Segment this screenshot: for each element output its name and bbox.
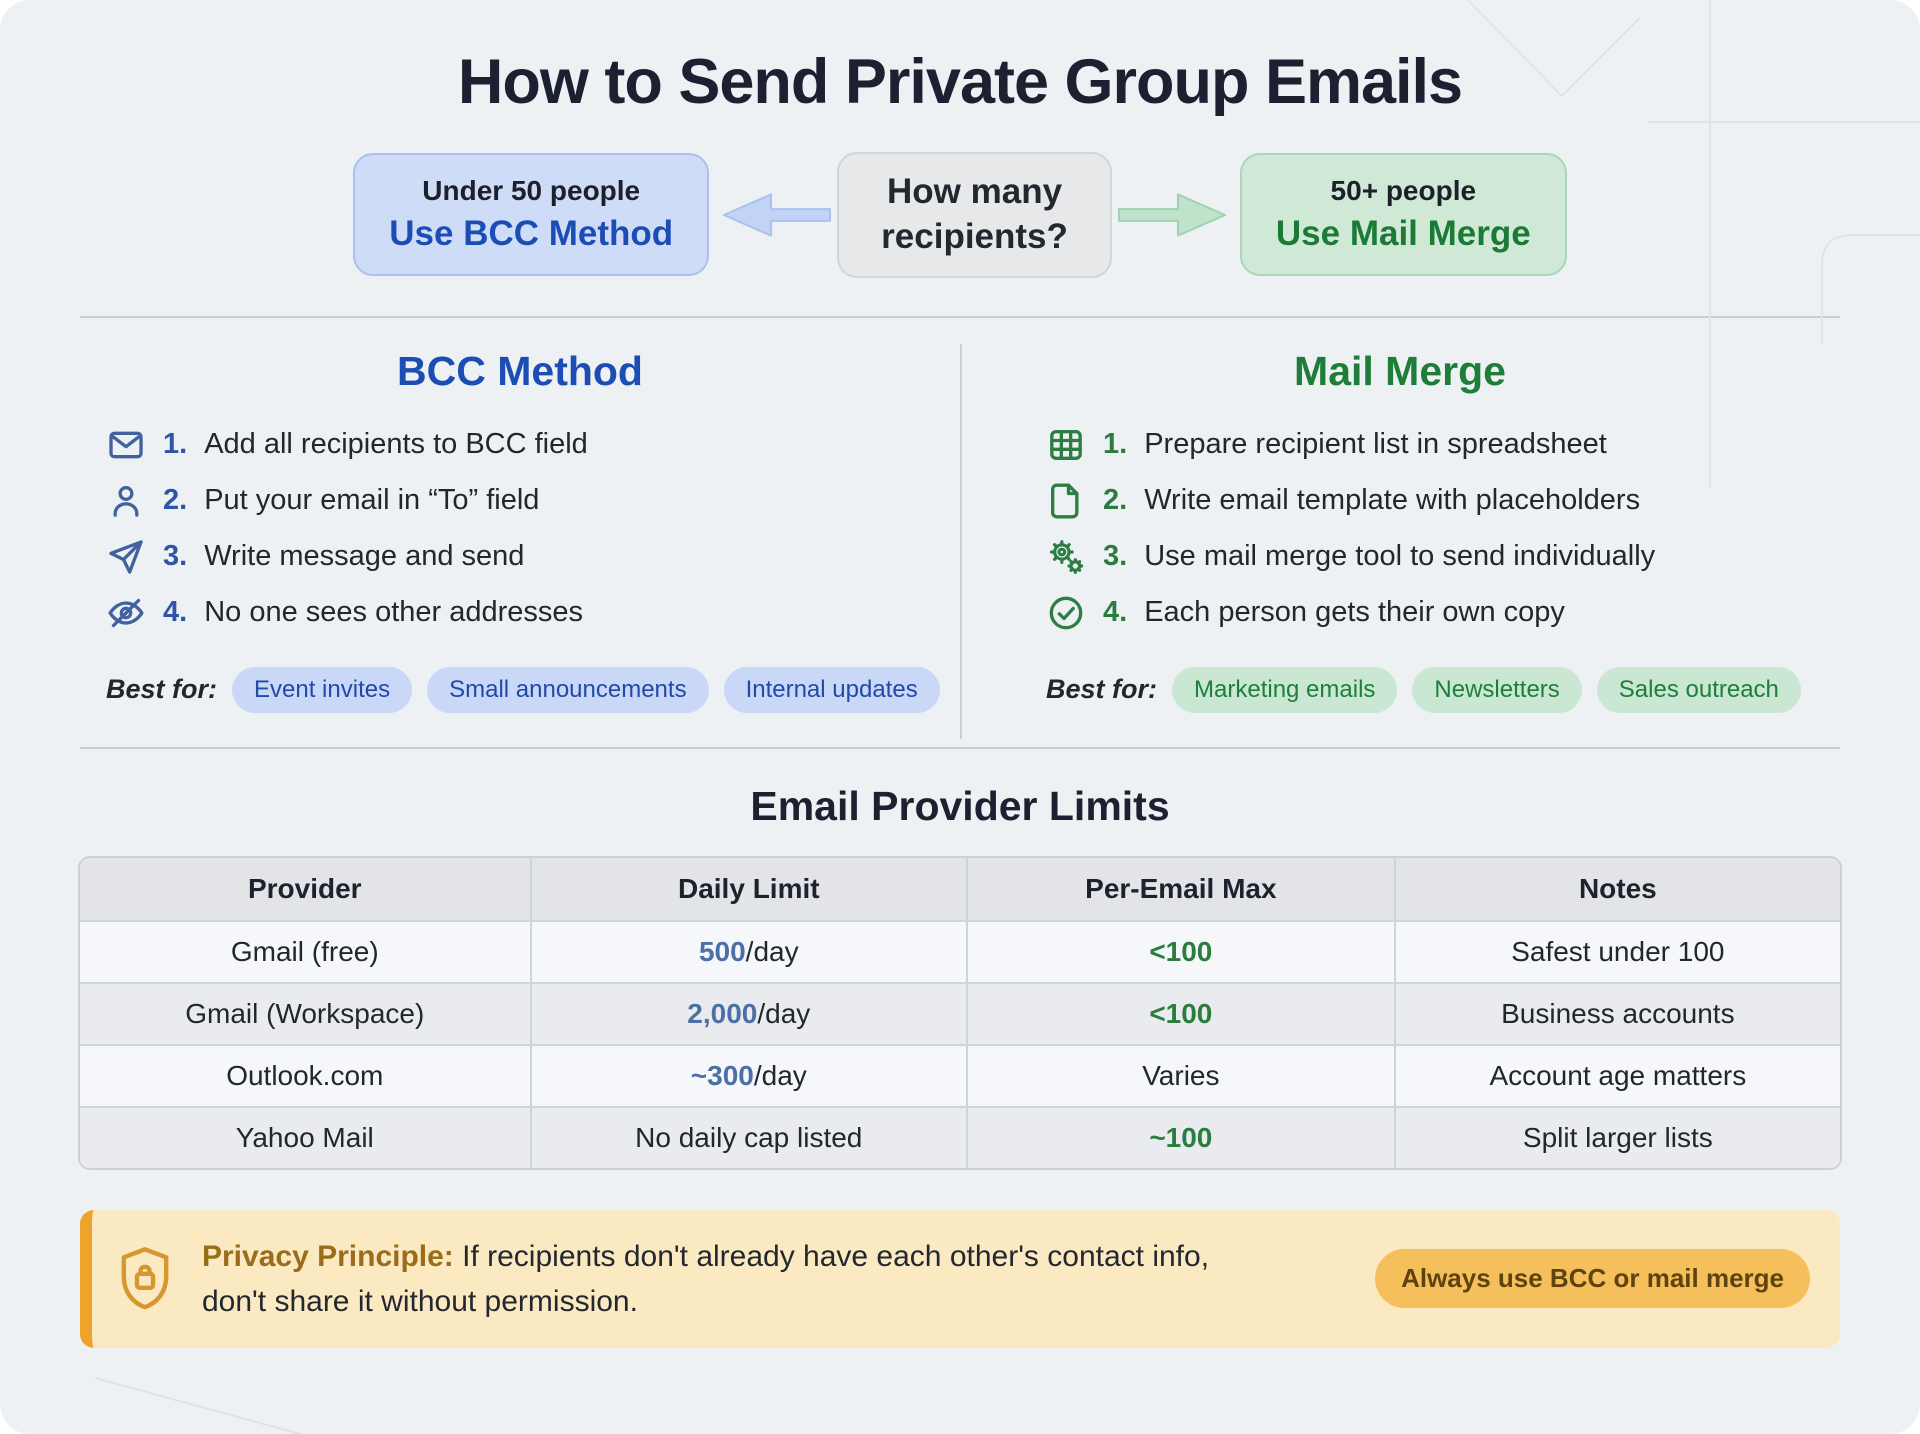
step-text: Prepare recipient list in spreadsheet <box>1144 428 1607 461</box>
best-for-tag: Newsletters <box>1412 667 1581 713</box>
privacy-callout <box>80 1210 1840 1348</box>
mail-merge-column <box>960 332 1840 713</box>
best-for-tag: Marketing emails <box>1172 667 1397 713</box>
best-for-tag: Small announcements <box>427 667 708 713</box>
spreadsheet-icon <box>1046 425 1086 465</box>
bcc-method-title: BCC Method <box>397 347 643 394</box>
document-icon <box>1046 481 1086 521</box>
question-line1: How many <box>887 172 1063 211</box>
under-50-label: Under 50 people <box>422 175 641 207</box>
step-text: Add all recipients to BCC field <box>204 428 588 461</box>
per-email-max-cell: Varies <box>967 1045 1395 1107</box>
person-icon <box>106 481 146 521</box>
bcc-step-3 <box>106 537 940 577</box>
provider-cell: Gmail (Workspace) <box>80 983 531 1045</box>
table-row <box>80 1045 1840 1107</box>
best-for-tag: Internal updates <box>724 667 940 713</box>
mail-icon <box>106 425 146 465</box>
step-text: Write email template with placeholders <box>1144 484 1641 517</box>
daily-limit-cell: No daily cap listed <box>531 1107 967 1168</box>
table-header-cell: Per-Email Max <box>967 858 1395 921</box>
daily-limit-cell: 500/day <box>531 921 967 983</box>
table-header-cell: Daily Limit <box>531 858 967 921</box>
check-circle-icon <box>1046 593 1086 633</box>
merge-best-for <box>1046 667 1801 713</box>
methods-section <box>80 318 1840 747</box>
per-email-max-cell: ~100 <box>967 1107 1395 1168</box>
use-bcc-label: Use BCC Method <box>389 214 674 254</box>
merge-step-1 <box>1046 425 1801 465</box>
limits-title: Email Provider Limits <box>750 782 1170 829</box>
table-row <box>80 921 1840 983</box>
limits-table <box>78 856 1842 1170</box>
eye-off-icon <box>106 593 146 633</box>
privacy-badge: Always use BCC or mail merge <box>1375 1249 1810 1308</box>
arrow-left-icon <box>714 183 832 247</box>
merge-step-3 <box>1046 537 1801 577</box>
table-row <box>80 983 1840 1045</box>
per-email-max-cell: <100 <box>967 921 1395 983</box>
notes-cell: Account age matters <box>1489 1059 1747 1091</box>
bcc-best-for <box>106 667 940 713</box>
step-number: 4. <box>163 596 188 629</box>
privacy-text: Privacy Principle: If recipients don't already have each other's contact info, don't share it without permission. <box>202 1239 1210 1318</box>
arrow-right-icon <box>1117 183 1235 247</box>
use-mail-merge-label: Use Mail Merge <box>1275 214 1531 254</box>
merge-step-4 <box>1046 593 1801 633</box>
recipients-question-box <box>837 152 1112 278</box>
step-number: 2. <box>1103 484 1128 517</box>
provider-cell: Outlook.com <box>80 1045 531 1107</box>
best-for-label: Best for: <box>106 674 218 705</box>
daily-limit-cell: ~300/day <box>531 1045 967 1107</box>
step-number: 1. <box>1103 428 1128 461</box>
table-header-cell: Notes <box>1395 858 1840 921</box>
mail-merge-title: Mail Merge <box>1294 347 1506 394</box>
privacy-label: Privacy Principle: <box>202 1239 454 1273</box>
step-text: No one sees other addresses <box>204 596 584 629</box>
per-email-max-cell: <100 <box>967 983 1395 1045</box>
bcc-step-2 <box>106 481 940 521</box>
merge-step-2 <box>1046 481 1801 521</box>
over-50-box <box>1240 153 1567 276</box>
under-50-box <box>353 153 709 276</box>
provider-cell: Gmail (free) <box>80 921 531 983</box>
step-text: Use mail merge tool to send individually <box>1144 540 1656 573</box>
table-row <box>80 1107 1840 1168</box>
step-text: Each person gets their own copy <box>1144 596 1565 629</box>
section-divider-bottom <box>80 747 1840 749</box>
step-number: 4. <box>1103 596 1128 629</box>
best-for-label: Best for: <box>1046 674 1158 705</box>
table-header-row <box>80 858 1840 921</box>
step-text: Put your email in “To” field <box>204 484 540 517</box>
table-header-cell: Provider <box>80 858 531 921</box>
bcc-step-1 <box>106 425 940 465</box>
step-number: 3. <box>1103 540 1128 573</box>
notes-cell: Split larger lists <box>1522 1121 1713 1153</box>
notes-cell: Business accounts <box>1501 997 1735 1029</box>
over-50-label: 50+ people <box>1330 175 1477 207</box>
step-number: 3. <box>163 540 188 573</box>
gears-icon <box>1046 537 1086 577</box>
step-number: 1. <box>163 428 188 461</box>
daily-limit-cell: 2,000/day <box>531 983 967 1045</box>
bcc-method-column <box>80 332 960 713</box>
bcc-step-4 <box>106 593 940 633</box>
decision-flow <box>0 152 1920 278</box>
notes-cell: Safest under 100 <box>1511 935 1725 967</box>
best-for-tag: Event invites <box>232 667 412 713</box>
best-for-tag: Sales outreach <box>1597 667 1801 713</box>
step-number: 2. <box>163 484 188 517</box>
question-line2: recipients? <box>881 216 1068 256</box>
step-text: Write message and send <box>204 540 525 573</box>
page-title: How to Send Private Group Emails <box>457 47 1463 117</box>
shield-lock-icon <box>114 1245 176 1313</box>
provider-cell: Yahoo Mail <box>80 1107 531 1168</box>
send-icon <box>106 537 146 577</box>
